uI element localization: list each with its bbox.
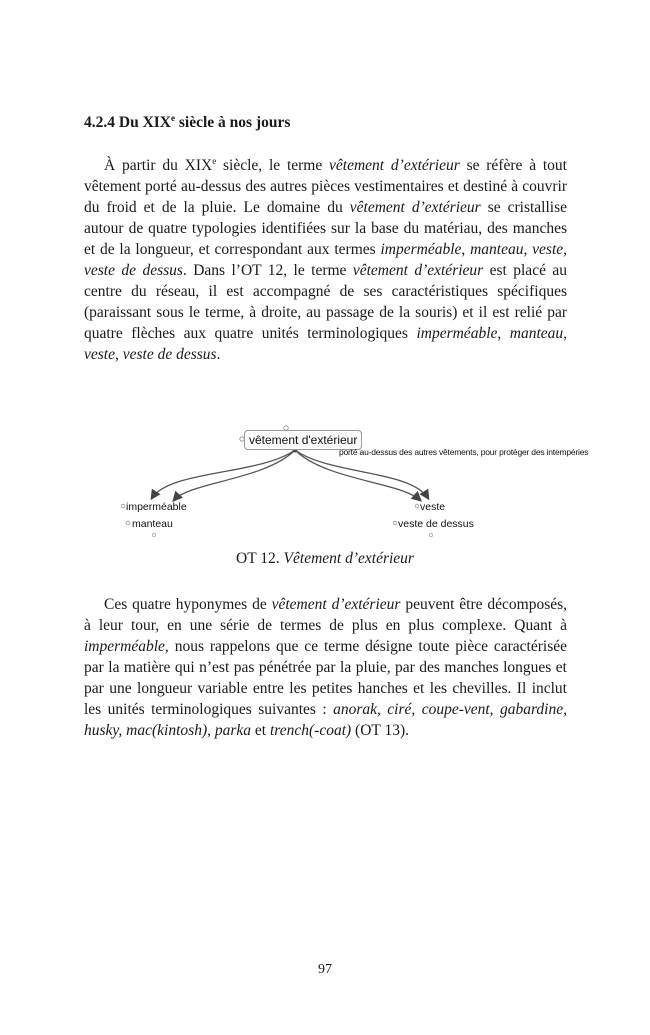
p1-term-6: veste de dessus — [84, 262, 183, 279]
section-title-pre: Du XIX — [118, 114, 171, 131]
node-dot-icon — [152, 533, 155, 536]
p1-term-4: manteau — [470, 241, 524, 258]
p2-text-1: Ces quatre hyponymes de — [104, 596, 272, 613]
section-title-post: siècle à nos jours — [174, 114, 291, 131]
term-network-figure — [110, 420, 589, 540]
node-dot-icon — [121, 504, 125, 508]
p2-text-2: peuvent être décomposés, à leur tour, en une série de termes de plus en plus complexe. Quant à — [84, 596, 568, 634]
p2-term-2: imperméable — [84, 638, 165, 655]
p1-text-13: . — [216, 346, 221, 363]
p1-text-4: se cristallise autour de quatre typologies identifiées sur la base du matériau, des manches et de la longueur, et correspondant aux termes — [84, 199, 568, 258]
central-node: vêtement d'extérieur — [244, 430, 362, 450]
p2-text-4: et — [251, 722, 270, 739]
p1-text-6: , — [523, 241, 533, 258]
node-dot-icon — [415, 504, 419, 508]
p1-text-9: est placé au centre du réseau, il est accompagné de ses caractéristiques spécifiques (paraissant sous le terme, à droite, au passage de la souris) et il est relié par quatre flèches aux quatre unités terminologiques — [84, 262, 567, 342]
p1-text-5: , — [461, 241, 471, 258]
p1-text-2: siècle, le terme — [216, 157, 330, 174]
arrow-to-veste-de-dessus — [295, 450, 420, 500]
node-dot-icon — [429, 533, 432, 536]
p1-term-3: imperméable — [380, 241, 462, 258]
node-veste-de-dessus: veste de dessus — [398, 518, 474, 530]
section-heading — [84, 114, 290, 132]
p1-term-10: veste — [84, 346, 115, 363]
arrow-to-manteau — [174, 450, 295, 500]
section-number: 4.2.4 — [84, 114, 115, 131]
node-manteau: manteau — [132, 518, 173, 530]
p1-text-12: , — [114, 346, 123, 363]
arrow-to-veste — [295, 450, 428, 498]
p1-sup: e — [212, 156, 217, 166]
p1-term-11: veste de dessus — [122, 346, 217, 363]
node-dot-icon — [393, 521, 397, 525]
node-dot-icon — [126, 521, 130, 525]
paragraph-1 — [84, 155, 567, 365]
p1-term-2: vêtement d’extérieur — [349, 199, 481, 216]
p1-term-1: vêtement d’extérieur — [329, 157, 460, 174]
p2-text-3: , nous rappelons que ce terme désigne toute pièce caractérisée par la matière qui n’est pas pénétrée par la pluie, par des manches longues et par une longueur variable entre les petites hanches et les chevilles. Il inclut les unités terminologiques suivantes : — [84, 638, 567, 718]
p1-text-11: , — [563, 325, 568, 342]
p1-text-8: . Dans l’OT 12, le terme — [182, 262, 353, 279]
node-impermeable: imperméable — [126, 501, 187, 513]
central-node-description: porté au-dessus des autres vêtements, pour protéger des intempéries — [339, 447, 589, 457]
p1-term-8: imperméable — [416, 325, 498, 342]
p2-term-3: anorak, ciré, coupe-vent, gabardine, husky, mac(kintosh), parka — [84, 701, 567, 739]
figure-caption — [0, 550, 650, 568]
p1-text-7: , — [563, 241, 568, 258]
p1-text-3: se réfère à tout vêtement porté au-dessus des autres pièces vestimentaires et destiné à couvrir du froid et de la pluie. Le domaine du — [84, 157, 567, 216]
node-veste: veste — [420, 501, 446, 513]
p2-term-1: vêtement d’extérieur — [271, 596, 401, 613]
paragraph-2 — [84, 594, 567, 741]
p2-term-4: trench(-coat) — [269, 722, 352, 739]
arrow-to-impermeable — [152, 450, 295, 498]
p2-text-5: (OT 13). — [351, 722, 410, 739]
p1-text-1: À partir du XIX — [104, 157, 213, 174]
caption-prefix: OT 12. — [236, 550, 284, 567]
section-title-sup: e — [170, 113, 175, 123]
p1-term-7: vêtement d’extérieur — [352, 262, 484, 279]
caption-title: Vêtement d’extérieur — [283, 550, 414, 567]
page-number: 97 — [318, 962, 332, 977]
p1-term-5: veste — [532, 241, 564, 258]
p1-term-9: manteau — [509, 325, 564, 342]
p1-text-10: , — [497, 325, 510, 342]
